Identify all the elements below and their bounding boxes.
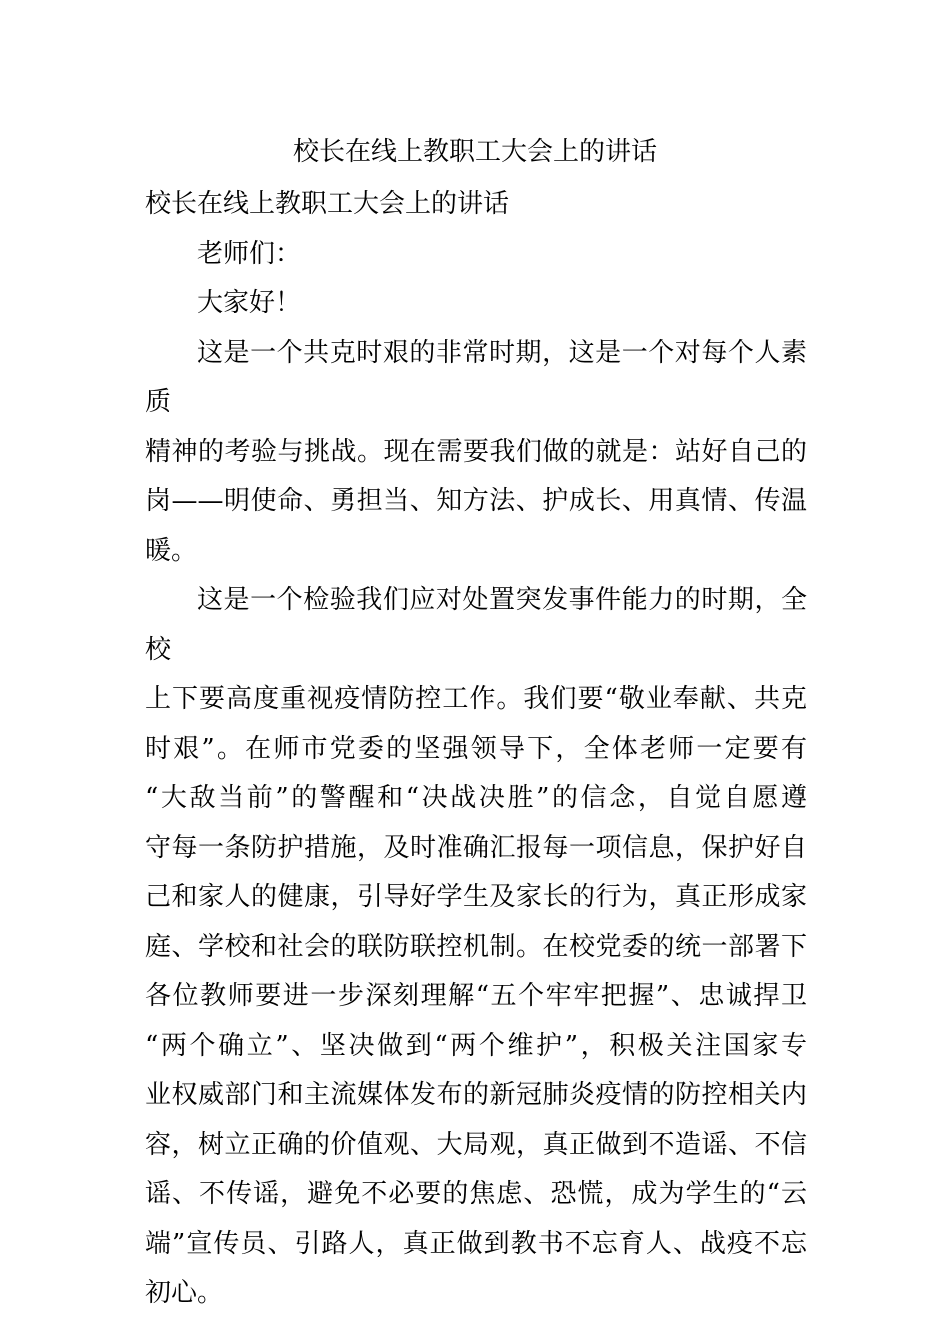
greeting: 大家好！ [197, 288, 302, 318]
paragraph-line: 岗——明使命、勇担当、知方法、护成长、用真情、传温 [145, 486, 807, 516]
paragraph-line: 己和家人的健康，引导好学生及家长的行为，真正形成家 [145, 882, 807, 912]
paragraph-1 [145, 329, 807, 577]
document-subtitle: 校长在线上教职工大会上的讲话 [145, 189, 510, 219]
paragraph-line: 谣、不传谣，避免不必要的焦虑、恐慌，成为学生的“云 [145, 1179, 807, 1209]
paragraph-line: 时艰”。在师市党委的坚强领导下，全体老师一定要有 [145, 733, 807, 764]
document-body [145, 180, 807, 1319]
paragraph-line: 这是一个共克时艰的非常时期，这是一个对每个人素质 [145, 337, 807, 417]
paragraph-2 [145, 576, 807, 1319]
paragraph-line: 守每一条防护措施，及时准确汇报每一项信息，保护好自 [145, 832, 807, 863]
paragraph-line: 暖。 [145, 535, 198, 566]
paragraph-line: 初心。 [145, 1278, 224, 1308]
paragraph-line: 上下要高度重视疫情防控工作。我们要“敬业奉献、共克 [145, 684, 807, 714]
paragraph-line: “大敌当前”的警醒和“决战决胜”的信念，自觉自愿遵 [145, 783, 807, 813]
paragraph-line: 各位教师要进一步深刻理解“五个牢牢把握”、忠诚捍卫 [145, 981, 807, 1011]
paragraph-line: 这是一个检验我们应对处置突发事件能力的时期，全校 [145, 585, 807, 665]
paragraph-line: 精神的考验与挑战。现在需要我们做的就是：站好自己的 [145, 436, 807, 467]
paragraph-line: 容，树立正确的价值观、大局观，真正做到不造谣、不信 [145, 1129, 807, 1160]
salutation: 老师们： [197, 238, 302, 269]
paragraph-line: “两个确立”、坚决做到“两个维护”，积极关注国家专 [145, 1030, 807, 1061]
document-title: 校长在线上教职工大会上的讲话 [292, 137, 657, 167]
paragraph-line: 庭、学校和社会的联防联控机制。在校党委的统一部署下 [145, 931, 807, 962]
paragraph-line: 端”宣传员、引路人，真正做到教书不忘育人、战疫不忘 [145, 1228, 807, 1259]
paragraph-line: 业权威部门和主流媒体发布的新冠肺炎疫情的防控相关内 [145, 1080, 807, 1110]
